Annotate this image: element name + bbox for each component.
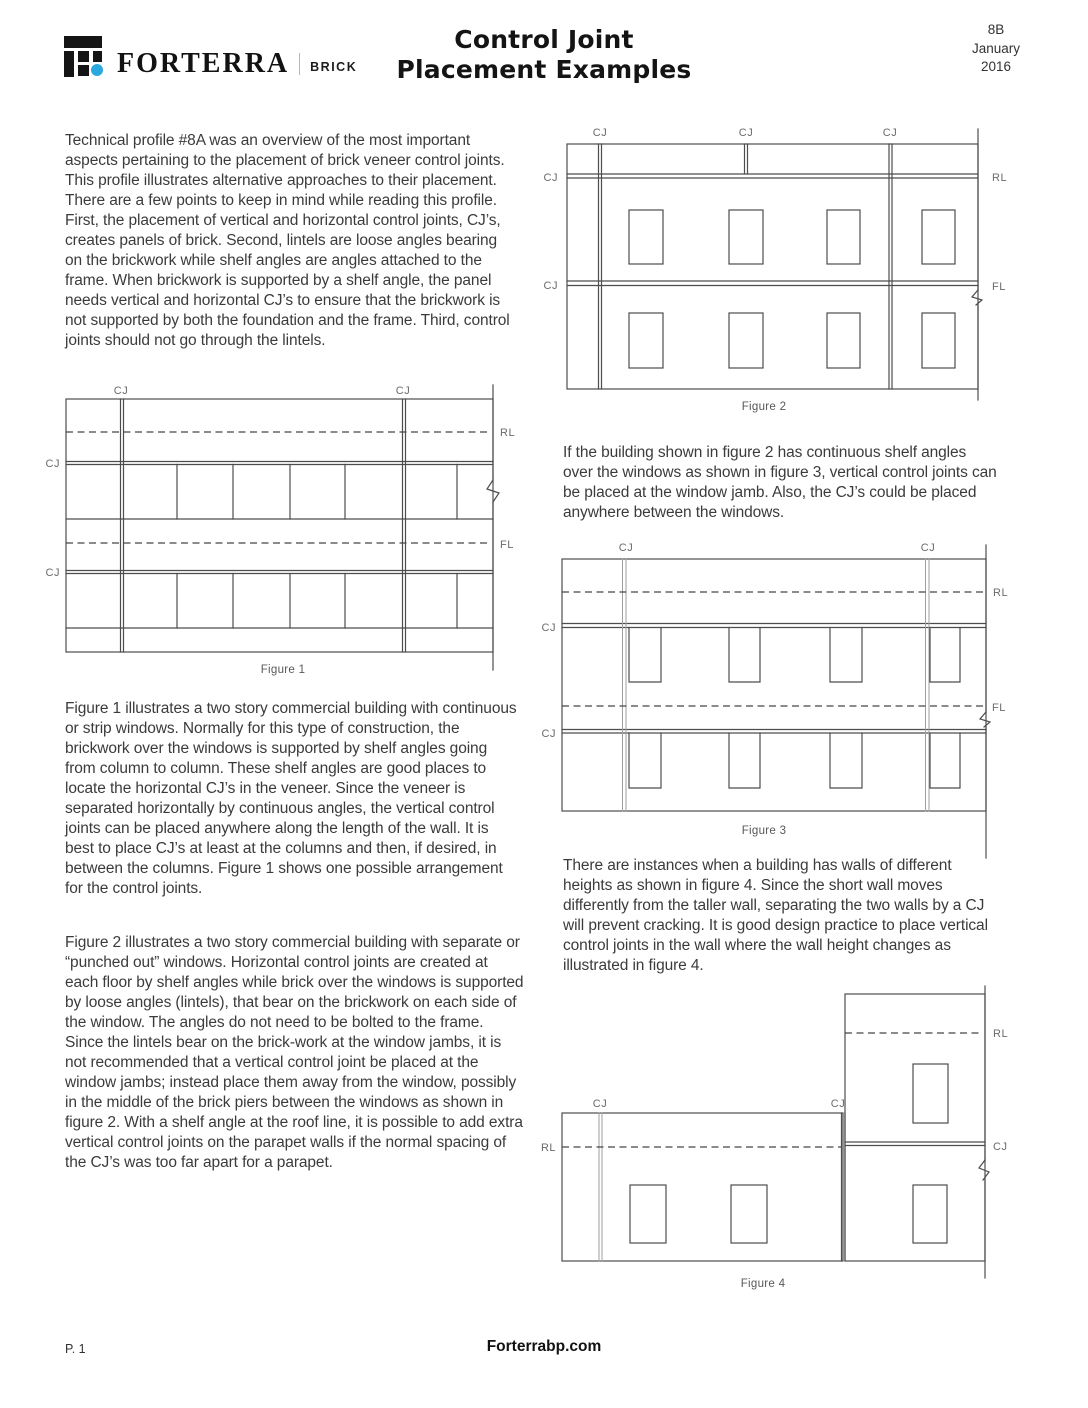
figure2-wall-break-line	[972, 129, 982, 400]
rl-label: RL	[992, 172, 1008, 184]
figure3-roof-floor-lines	[562, 592, 983, 706]
cj-label: CJ	[830, 1098, 846, 1110]
figure4-control-joint-verticals	[599, 1113, 845, 1261]
cj-label: CJ	[738, 127, 754, 139]
figure1-roof-floor-lines	[66, 432, 490, 543]
paragraph-figure3: If the building shown in figure 2 has continuous shelf angles over the windows as shown in figure 3, vertical control joints can be placed at the window jamb. Also, the CJ’s could be placed anywhere between the windows.	[563, 444, 997, 521]
figure4-tall-wall-outline	[845, 994, 985, 1261]
figure1-caption: Figure 1	[260, 664, 306, 676]
figure3-drawing	[528, 533, 1033, 845]
figure3-caption: Figure 3	[741, 825, 787, 837]
cj-label: CJ	[920, 542, 936, 554]
cj-label: CJ	[592, 127, 608, 139]
figure4-window-openings	[630, 1064, 948, 1243]
cj-label: CJ	[993, 1141, 1008, 1153]
fl-label: FL	[992, 281, 1006, 293]
figure4-shelf-angle-lines	[845, 1142, 985, 1146]
page-title-line2: Placement Examples	[396, 55, 692, 84]
document-code: 8B	[987, 22, 1005, 37]
figure3-window-openings	[629, 628, 960, 789]
cj-label: CJ	[541, 728, 556, 740]
brand-subtitle: BRICK	[310, 60, 358, 74]
document-month: January	[971, 40, 1021, 56]
figure1-building-outline	[66, 399, 493, 652]
cj-label: CJ	[618, 542, 634, 554]
figure4-short-wall-outline	[562, 1113, 843, 1261]
figure2-window-openings	[629, 210, 955, 368]
fl-label: FL	[500, 539, 514, 551]
figure3-control-joint-verticals	[623, 559, 930, 811]
brand-name: FORTERRA	[117, 48, 290, 79]
figure2-caption: Figure 2	[741, 401, 787, 413]
figure4-roof-lines	[562, 1033, 983, 1147]
page-number: P. 1	[65, 1342, 86, 1356]
document-info	[942, 21, 1050, 77]
rl-label: RL	[500, 427, 516, 439]
cj-label: CJ	[543, 172, 558, 184]
page-title	[0, 25, 1088, 85]
paragraph-figure2: Figure 2 illustrates a two story commercial building with separate or “punched out” windows. Horizontal control joints are created at each floor by shelf angles while brick over the windows is supported by loose angles (lintels), that bear on the brickwork on each side of the window. The angles do not need to be bolted to the frame. Since the lintels bear on the brick-work at the window jambs, it is not recommended that a vertical control joint be placed at the window jambs; instead place them away from the window, possibly in the middle of the brick piers between the windows as shown in figure 2. With a shelf angle at the roof line, it is possible to add extra vertical control joints on the parapet walls if the normal spacing of the CJ’s was too far apart for a parapet.	[65, 934, 524, 1171]
figure1-drawing	[30, 378, 530, 680]
paragraph-figure4: There are instances when a building has walls of different heights as shown in figure 4. Since the short wall moves differently from the taller wall, separating the two walls by a CJ will prevent cracking. It is good design practice to place vertical control joints in the wall where the wall height changes as illustrated in figure 4.	[563, 857, 988, 974]
figure1-control-joint-verticals	[121, 399, 406, 652]
cj-label: CJ	[45, 458, 60, 470]
rl-label: RL	[993, 1028, 1009, 1040]
page-title-line1: Control Joint	[454, 25, 634, 54]
figure4-caption: Figure 4	[740, 1278, 786, 1290]
paragraph-figure1: Figure 1 illustrates a two story commercial building with continuous or strip windows. Normally for this type of construction, the brickwork over the windows is supported by shelf angles going from column to column. These shelf angles are good places to locate the horizontal CJ’s in the veneer. Since the veneer is separated horizontally by continuous angles, the vertical control joints can be placed anywhere along the length of the wall. It is best to place CJ’s at least at the columns and then, if desired, in between the columns. Figure 1 shows one possible arrangement for the control joints.	[65, 700, 517, 897]
website-footer: Forterrabp.com	[486, 1338, 602, 1355]
paragraph-intro: Technical profile #8A was an overview of the most important aspects pertaining to the placement of brick veneer control joints. This profile illustrates alternative approaches to their placement. There are a few points to keep in mind while reading this profile. First, the placement of vertical and horizontal control joints, CJ’s, creates panels of brick. Second, lintels are loose angles bearing on the brickwork while shelf angles are angles attached to the frame. When brickwork is supported by a shelf angle, the panel needs vertical and horizontal CJ’s to ensure that the brickwork is not supported by both the foundation and the frame. Third, control joints should not go through the lintels.	[65, 132, 510, 349]
rl-label: RL	[540, 1142, 556, 1154]
cj-label: CJ	[592, 1098, 608, 1110]
cj-label: CJ	[45, 567, 60, 579]
figure1-shelf-angle-lines	[66, 462, 493, 574]
rl-label: RL	[993, 587, 1009, 599]
figure1-window-mullions	[177, 465, 457, 629]
figure2-drawing	[528, 113, 1028, 415]
fl-label: FL	[992, 702, 1006, 714]
cj-label: CJ	[543, 280, 558, 292]
cj-label: CJ	[113, 385, 129, 397]
figure1-wall-break-line	[487, 385, 499, 670]
cj-label: CJ	[541, 622, 556, 634]
figure2-control-joint-verticals	[599, 144, 893, 389]
cj-label: CJ	[395, 385, 411, 397]
document-year: 2016	[980, 59, 1012, 74]
cj-label: CJ	[882, 127, 898, 139]
figure4-drawing	[525, 981, 1035, 1306]
figure4-wall-break-line	[979, 986, 989, 1278]
